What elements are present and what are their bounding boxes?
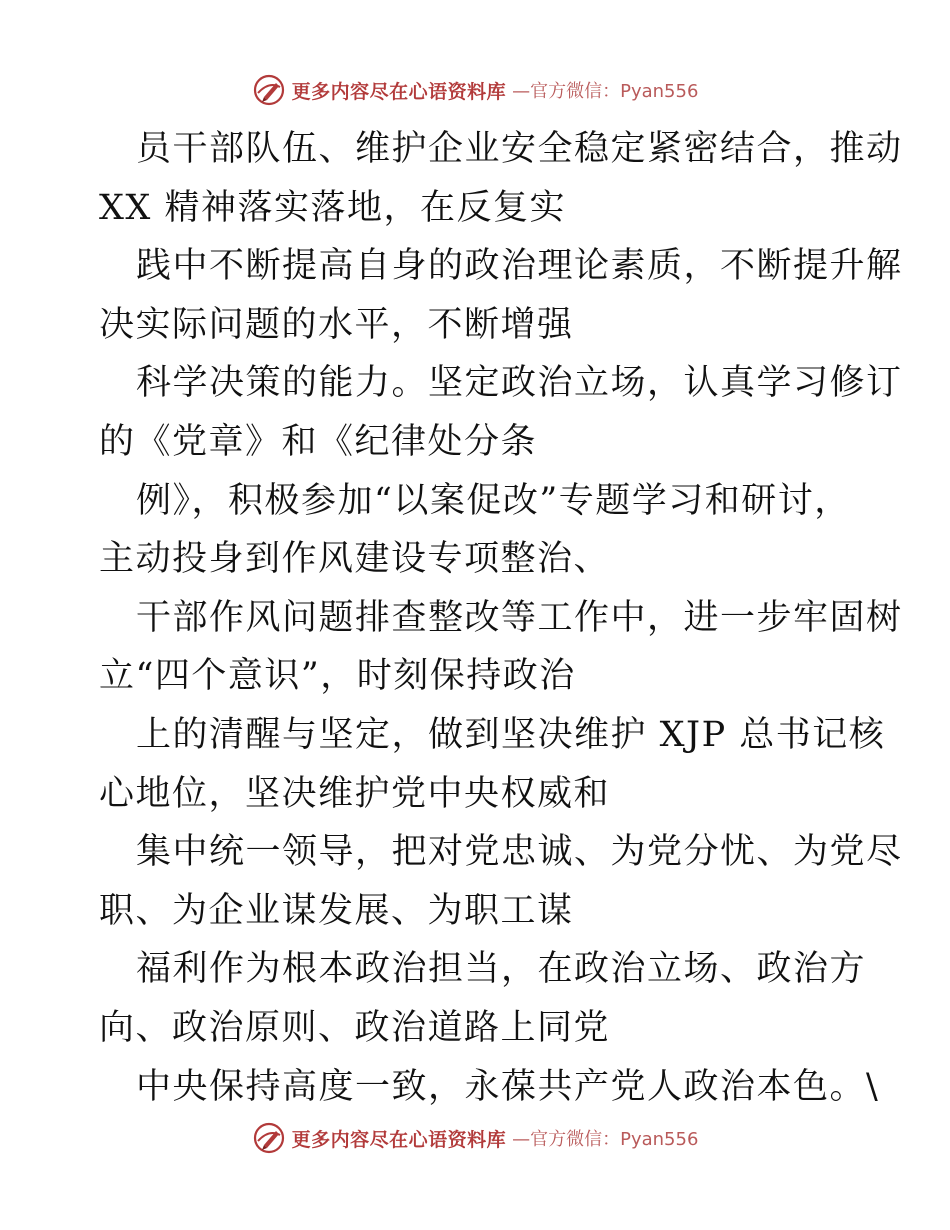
pen-logo-icon <box>252 73 286 107</box>
document-body <box>99 120 903 1116</box>
text-line: 心地位，坚决维护党中央权威和 <box>99 773 611 814</box>
text-line: 科学决策的能力。坚定政治立场，认真学习修订 <box>136 363 903 404</box>
banner-main-text: 更多内容尽在心语资料库 <box>291 80 507 103</box>
text-line: 福利作为根本政治担当，在政治立场、政治方 <box>136 949 867 990</box>
banner-sub-text: —官方微信：Pyan556 <box>512 1129 699 1150</box>
text-line: 决实际问题的水平，不断增强 <box>99 304 574 345</box>
text-line: 向、政治原则、政治道路上同党 <box>99 1007 611 1048</box>
banner-sub-text: —官方微信：Pyan556 <box>512 81 699 102</box>
pen-logo-icon <box>252 1121 286 1155</box>
text-line: 例》，积极参加“以案促改”专题学习和研讨， <box>136 480 851 521</box>
footer-banner <box>0 1118 950 1158</box>
text-line: 员干部队伍、维护企业安全稳定紧密结合，推动 <box>136 129 903 169</box>
banner-main-text: 更多内容尽在心语资料库 <box>291 1128 507 1151</box>
text-line: 的《党章》和《纪律处分条 <box>99 421 538 462</box>
text-line: 上的清醒与坚定，做到坚决维护 XJP 总书记核 <box>136 714 886 755</box>
text-line: 立“四个意识”，时刻保持政治 <box>99 656 576 697</box>
header-banner <box>0 70 950 110</box>
text-line: 干部作风问题排查整改等工作中，进一步牢固树 <box>136 597 903 638</box>
text-line: XX 精神落实落地，在反复实 <box>99 187 566 228</box>
text-line: 集中统一领导，把对党忠诚、为党分忧、为党尽 <box>136 832 903 873</box>
text-line: 中央保持高度一致，永葆共产党人政治本色。\ <box>136 1066 880 1107</box>
text-line: 职、为企业谋发展、为职工谋 <box>99 890 574 931</box>
text-line: 主动投身到作风建设专项整治、 <box>99 539 611 580</box>
text-line: 践中不断提高自身的政治理论素质，不断提升解 <box>136 246 903 287</box>
